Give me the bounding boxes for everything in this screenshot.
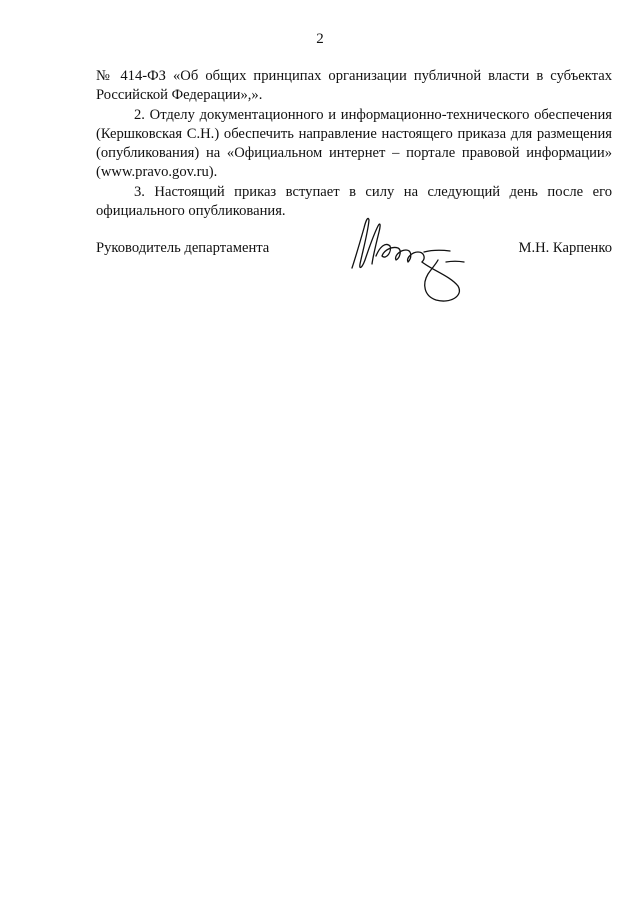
- signer-position: Руководитель департамента: [96, 240, 270, 256]
- handwritten-signature-icon: [346, 206, 476, 306]
- signer-name: М.Н. Карпенко: [518, 240, 612, 256]
- document-body: [96, 67, 612, 221]
- paragraph-item-2: 2. Отделу документационного и информационно-технического обеспечения (Кершковская С.Н.) обеспечить направление настоящего приказа для размещения (опубликования) на «Официальном интернет – портале правовой информации» (www.pravo.gov.ru).: [96, 106, 612, 181]
- paragraph-item-3: 3. Настоящий приказ вступает в силу на следующий день после его официального опубликования.: [96, 183, 612, 220]
- page-number: 2: [316, 31, 324, 47]
- signature-block: [96, 240, 612, 310]
- paragraph-law-reference: № 414-ФЗ «Об общих принципах организации публичной власти в субъектах Российской Федерации»,».: [96, 68, 612, 104]
